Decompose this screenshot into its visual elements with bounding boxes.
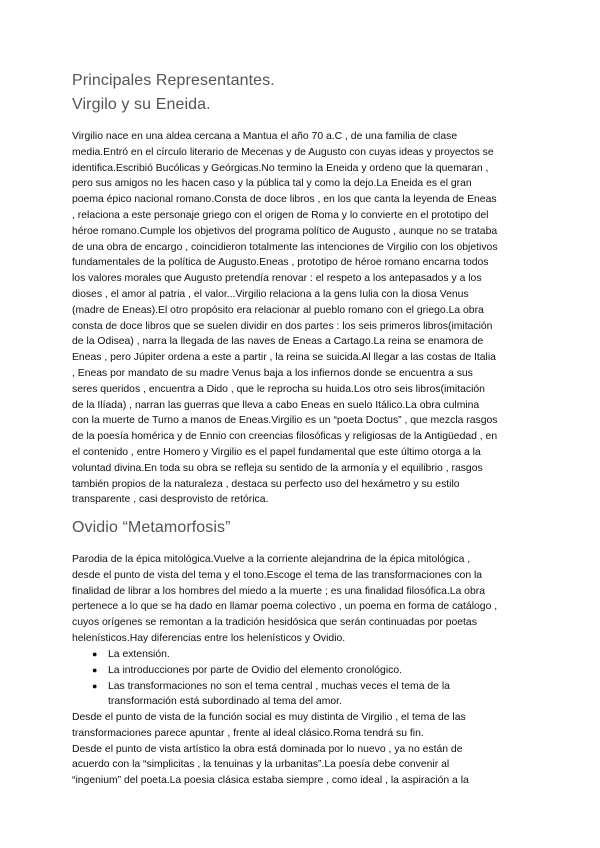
text-line: “ingenium” del poeta.La poesia clásica estaba siempre , como ideal , la aspiración a la: [72, 775, 469, 787]
list-item-text: La introducciones por parte de Ovidio del elemento cronológico.: [108, 664, 403, 676]
text-line: , Eneas por mandato de su madre Venus baja a los infiernos donde se encuentra a sus: [72, 367, 473, 379]
ovidio-intro-paragraph: [72, 552, 532, 647]
text-line: finalidad de librar a los hombres del miedo a la muerte ; es una finalidad filosófica.La obra: [72, 585, 485, 597]
text-line: pertenece a lo que se ha dado en llamar poema colectivo , un poema en forma de catálogo ,: [72, 601, 498, 613]
text-line: los valores morales que Augusto pretendía renovar : el respeto a los antepasados y a los: [72, 273, 482, 285]
text-line: pero sus amigos no les hacen caso y la pública tal y como la dejo.La Eneida es el gran: [72, 178, 472, 190]
text-line: con la muerte de Turno a manos de Eneas.Virgilio es un “poeta Doctus” , que mezcla rasgos: [72, 415, 498, 427]
text-line: dioses , el amor al patria , el valor...Virgilio relaciona a la gens Iulia con la diosa Venus: [72, 288, 469, 300]
section-subtitle-virgilio: Virgilo y su Eneida.: [72, 96, 211, 113]
text-line: identifica.Escribió Bucólicas y Geórgicas.No termino la Eneida y ordeno que la quemaran ,: [72, 162, 489, 174]
text-line: Eneas , pero Júpiter ordena a este a partir , la reina se suicida.Al llegar a las costas de Italia: [72, 352, 496, 364]
text-line: consta de doce libros que se suelen dividir en dos partes : los seis primeros libros(imitación: [72, 320, 493, 332]
text-line: media.Entró en el círculo literario de Mecenas y de Augusto con cuyas ideas y proyectos se: [72, 146, 494, 158]
list-item: [90, 647, 520, 663]
text-line: transformaciones parece apuntar , frente al ideal clásico.Roma tendrá su fin.: [72, 727, 424, 739]
text-line: fundamentales de la política de Augusto.Eneas , prototipo de héroe romano encarna todos: [72, 257, 489, 269]
list-item-text: La extensión.: [108, 649, 170, 660]
text-line: acuerdo con la “simplicitas , la tenuinas y la urbanitas”.La poesía debe convenir al: [72, 759, 450, 771]
text-line: Virgilio nace en una aldea cercana a Mantua el año 70 a.C , de una familia de clase: [72, 131, 458, 142]
virgilio-paragraph: [72, 129, 532, 508]
text-line: , relaciona a este personaje griego con el origen de Roma y lo convierte en el prototipo del: [72, 209, 489, 221]
list-item: [90, 679, 520, 711]
text-line: de la Odisea) , narra la llegada de las naves de Eneas a Cartago.La reina se enamora de: [72, 336, 484, 348]
text-line: seres queridos , encuentra a Dido , que le reprocha su huida.Los otro seis libros(imitación: [72, 383, 485, 395]
text-line: (madre de Eneas).El otro propósito era relacionar al pueblo romano con el griego.La obra: [72, 304, 484, 316]
text-line: poema épico nacional romano.Consta de doce libros , en los que canta la leyenda de Eneas: [72, 194, 497, 206]
text-line: el contenido , entre Homero y Virgilio es el papel fundamental que este último otorga a la: [72, 446, 481, 458]
text-line: helenísticos.Hay diferencias entre los helenísticos y Ovidio.: [72, 632, 346, 644]
text-line: Desde el punto de vista de la función social es muy distinta de Virgilio , el tema de las: [72, 712, 466, 723]
bullet-icon: ●: [92, 664, 98, 675]
section-title-principales: Principales Representantes.: [72, 72, 275, 89]
text-line: transparente , casi desprovisto de retórica.: [72, 494, 269, 506]
text-line: Desde el punto de vista artístico la obra está dominada por lo nuevo , ya no están de: [72, 743, 463, 755]
list-item: [90, 663, 520, 679]
text-line: voluntad divina.En toda su obra se refleja su sentido de la armonía y el equilibrio , rasgos: [72, 462, 483, 474]
list-item-text: transformación está subordinado al tema del amor.: [108, 696, 342, 708]
section-title-ovidio: Ovidio “Metamorfosis”: [72, 519, 231, 536]
differences-list: [90, 647, 520, 710]
text-line: héroe romano.Cumple los objetivos del programa político de Augusto , aunque no se trataba: [72, 225, 498, 237]
text-line: también propios de la naturaleza , destaca su perfecto uso del hexámetro y su estilo: [72, 478, 460, 490]
text-line: cuyos orígenes se remontan a la tradición hesidósica que serán continuadas por poetas: [72, 617, 477, 629]
ovidio-outro-paragraph: [72, 710, 532, 789]
list-item-text: Las transformaciones no son el tema central , muchas veces el tema de la: [108, 680, 450, 692]
text-line: de la poesía homérica y de Ennio con creencias filosóficas y religiosas de la Antigüedad , en: [72, 431, 498, 443]
text-line: de una obra de encargo , coincidieron totalmente las intenciones de Virgilio con los objetivos: [72, 241, 498, 253]
text-line: desde el punto de vista del tema y el tono.Escoge el tema de las transformaciones con la: [72, 569, 483, 581]
bullet-icon: ●: [92, 680, 98, 691]
bullet-icon: ●: [92, 649, 98, 659]
text-line: de la Ilíada) , narran las guerras que lleva a cabo Eneas en suelo Itálico.La obra culmina: [72, 399, 480, 411]
text-line: Parodia de la épica mitológica.Vuelve a la corriente alejandrina de la épica mitológica ,: [72, 554, 471, 565]
